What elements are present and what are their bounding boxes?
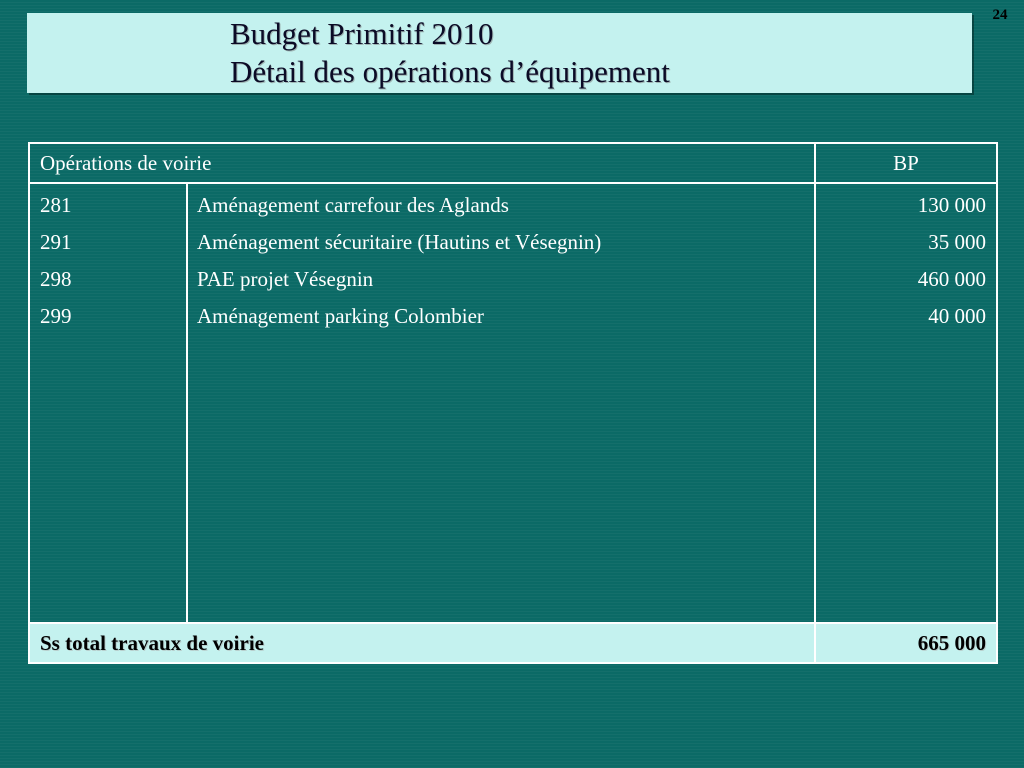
slide-title: Budget Primitif 2010 <box>230 16 494 51</box>
row-amount: 40 000 <box>928 304 986 328</box>
row-amount: 35 000 <box>928 230 986 254</box>
row-label: Aménagement carrefour des Aglands <box>197 193 509 217</box>
row-code: 291 <box>40 230 72 254</box>
row-label: Aménagement sécuritaire (Hautins et Vésegnin) <box>197 230 602 254</box>
slide-subtitle: Détail des opérations d’équipement <box>230 54 670 89</box>
header-operations: Opérations de voirie <box>40 151 212 175</box>
row-code: 298 <box>40 267 72 291</box>
title-box <box>27 13 972 93</box>
subtotal-amount: 665 000 <box>917 631 986 655</box>
row-label: PAE projet Vésegnin <box>197 267 374 291</box>
row-code: 281 <box>40 193 72 217</box>
amount-column-divider <box>814 144 816 662</box>
operations-table <box>28 142 998 664</box>
subtotal-label: Ss total travaux de voirie <box>40 631 264 655</box>
header-divider <box>30 182 996 184</box>
header-bp: BP <box>893 151 919 175</box>
footer-divider <box>30 622 996 624</box>
page-number: 24 <box>992 7 1008 23</box>
row-amount: 130 000 <box>917 193 986 217</box>
code-column-divider <box>186 182 188 622</box>
row-amount: 460 000 <box>917 267 986 291</box>
row-code: 299 <box>40 304 72 328</box>
row-label: Aménagement parking Colombier <box>197 304 484 328</box>
